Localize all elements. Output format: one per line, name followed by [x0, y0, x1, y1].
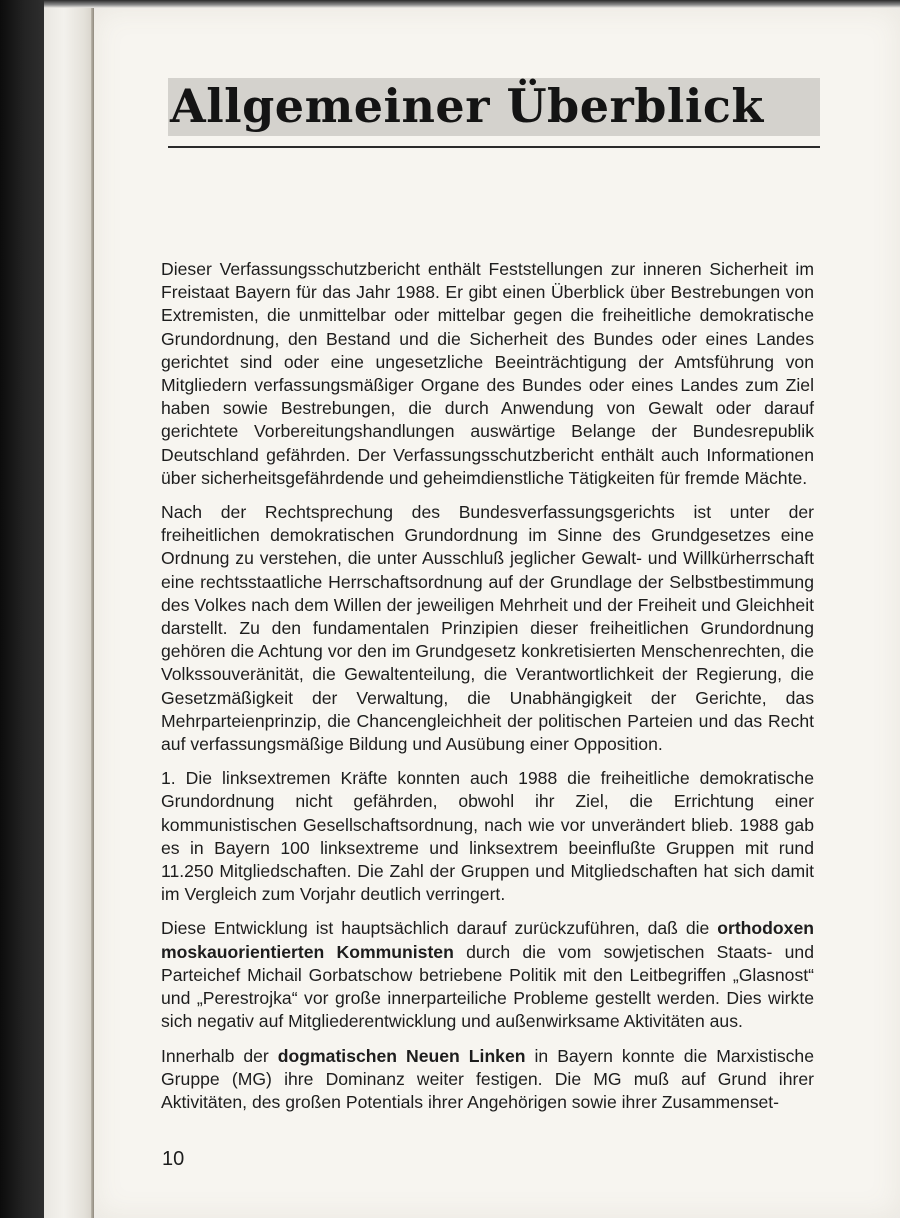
- text-run: Diese Entwicklung ist hauptsächlich darauf zurückzuführen, daß die: [161, 918, 718, 939]
- paragraph-intro: [161, 258, 814, 490]
- body-text: [161, 258, 814, 1125]
- text-run: Innerhalb der: [161, 1045, 278, 1066]
- title-underline: [168, 146, 820, 148]
- page-title: Allgemeiner Überblick: [170, 79, 764, 133]
- paragraph-left-extremism: [161, 767, 814, 906]
- page-number: 10: [162, 1148, 185, 1170]
- text-run: Dieser Verfassungsschutzbericht enthält Feststellungen zur inneren Sicherheit im Freistaat Bayern für das Jahr 1988. Er gibt einen Überblick über Bestrebungen von Extremisten, die unmittelbar oder mittelbar gegen die freiheitliche demokratische Grundordnung, den Bestand und die Sicherheit des Bundes oder eines Landes gerichtet sind oder eine ungesetzliche Beeinträchtigung der Amtsführung von Mitgliedern verfassungsmäßiger Organe des Bundes oder eines Landes zum Ziel haben sowie Bestrebungen, die durch Anwendung von Gewalt oder darauf gerichtete Vorbereitungshandlungen auswärtige Belange der Bundesrepublik Deutschland gefährden. Der Verfassungsschutzbericht enthält auch Informationen über sicherheitsgefährdende und geheimdienstliche Tätigkeiten für fremde Mächte.: [161, 259, 814, 488]
- text-run: Nach der Rechtsprechung des Bundesverfassungsgerichts ist unter der freiheitlichen demokratischen Grundordnung im Sinne des Grundgesetzes eine Ordnung zu verstehen, die unter Ausschluß jeglicher Gewalt- und Willkürherrschaft eine rechtsstaatliche Herrschaftsordnung auf der Grundlage der Selbstbestimmung des Volkes nach dem Willen der jeweiligen Mehrheit und der Freiheit und Gleichheit darstellt. Zu den fundamentalen Prinzipien dieser freiheitlichen Grundordnung gehören die Achtung vor den im Grundgesetz konkretisierten Menschenrechten, die Volkssouveränität, die Gewaltenteilung, die Verantwortlichkeit der Regierung, die Gesetzmäßigkeit der Verwaltung, die Unabhängigkeit der Gerichte, das Mehrparteienprinzip, die Chancengleichheit der politischen Parteien und das Recht auf verfassungsmäßige Bildung und Ausübung einer Opposition.: [161, 502, 814, 755]
- text-run: in Bayern konnte die Marxistische Gruppe (MG) ihre Dominanz weiter festigen. Die MG muß auf Grund ihrer Aktivitäten, des großen Potentials ihrer Angehörigen sowie ihrer Zusammenset-: [161, 1045, 814, 1112]
- bold-term: dogmatischen Neuen Linken: [277, 1045, 526, 1066]
- paragraph-new-left: [161, 1045, 814, 1115]
- text-run: 1. Die linksextremen Kräfte konnten auch 1988 die freiheitliche demokratische Grundordnung nicht gefährden, obwohl ihr Ziel, die Errichtung einer kommunistischen Gesellschaftsordnung, nach wie vor unverändert blieb. 1988 gab es in Bayern 100 linksextreme und linksextrem beeinflußte Gruppen mit rund 11.250 Mitgliedschaften. Die Zahl der Gruppen und Mitgliedschaften hat sich damit im Vergleich zum Vorjahr deutlich verringert.: [161, 768, 814, 905]
- bold-term: orthodoxen moskauorientierten Kommunisten: [161, 918, 814, 962]
- scan-top-edge: [44, 0, 900, 8]
- scan-binding-shadow: [0, 0, 44, 1218]
- text-run: durch die vom sowjetischen Staats- und Parteichef Michail Gorbatschow betriebene Politik mit den Leitbegriffen „Glasnost“ und „Perestrojka“ vor große innerparteiliche Probleme gestellt werden. Dies wirkte sich negativ auf Mitgliederentwicklung und außenwirksame Aktivitäten aus.: [161, 941, 814, 1032]
- paragraph-definition: [161, 501, 814, 756]
- page-gutter: [44, 0, 94, 1218]
- paragraph-orthodox-communists: [161, 917, 814, 1033]
